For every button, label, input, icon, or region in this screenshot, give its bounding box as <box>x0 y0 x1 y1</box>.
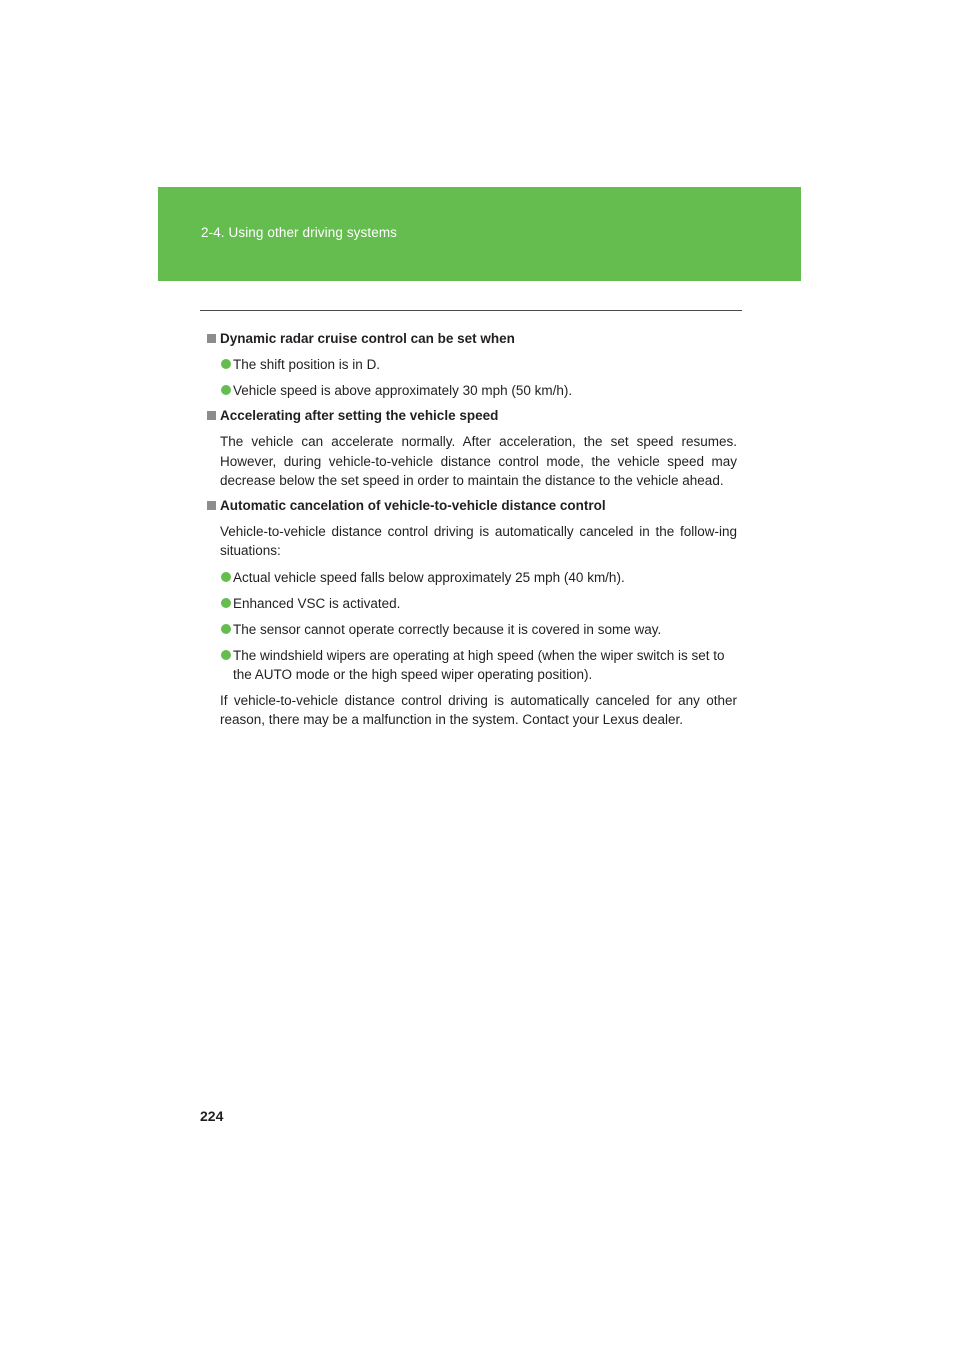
circle-bullet-icon <box>221 572 231 582</box>
header-band <box>158 187 801 281</box>
list-item: Actual vehicle speed falls below approximately 25 mph (40 km/h). <box>207 568 737 587</box>
section-title: 2-4. Using other driving systems <box>201 225 398 240</box>
list-item: The windshield wipers are operating at high speed (when the wiper switch is set to the AUTO mode or the high speed wiper operating position). <box>207 646 737 684</box>
section-heading: Accelerating after setting the vehicle speed <box>207 407 737 425</box>
circle-bullet-icon <box>221 624 231 634</box>
circle-bullet-icon <box>221 385 231 395</box>
page-content <box>207 330 737 736</box>
square-bullet-icon <box>207 334 216 343</box>
list-item: The sensor cannot operate correctly because it is covered in some way. <box>207 620 737 639</box>
list-item: Vehicle speed is above approximately 30 mph (50 km/h). <box>207 381 737 400</box>
paragraph: The vehicle can accelerate normally. After acceleration, the set speed resumes. However, during vehicle-to-vehicle distance control mode, the vehicle speed may decrease below the set speed in order to maintain the distance to the vehicle ahead. <box>220 434 737 488</box>
square-bullet-icon <box>207 501 216 510</box>
section-heading: Dynamic radar cruise control can be set when <box>207 330 737 348</box>
list-item: Enhanced VSC is activated. <box>207 594 737 613</box>
circle-bullet-icon <box>221 359 231 369</box>
paragraph: If vehicle-to-vehicle distance control driving is automatically canceled for any other reason, there may be a malfunction in the system. Contact your Lexus dealer. <box>220 692 737 727</box>
section-heading: Automatic cancelation of vehicle-to-vehicle distance control <box>207 497 737 515</box>
divider <box>200 310 742 311</box>
page-number: 224 <box>200 1108 224 1124</box>
paragraph: Vehicle-to-vehicle distance control driving is automatically canceled in the follow-ing situations: <box>220 523 737 558</box>
square-bullet-icon <box>207 411 216 420</box>
list-item: The shift position is in D. <box>207 355 737 374</box>
circle-bullet-icon <box>221 598 231 608</box>
circle-bullet-icon <box>221 650 231 660</box>
